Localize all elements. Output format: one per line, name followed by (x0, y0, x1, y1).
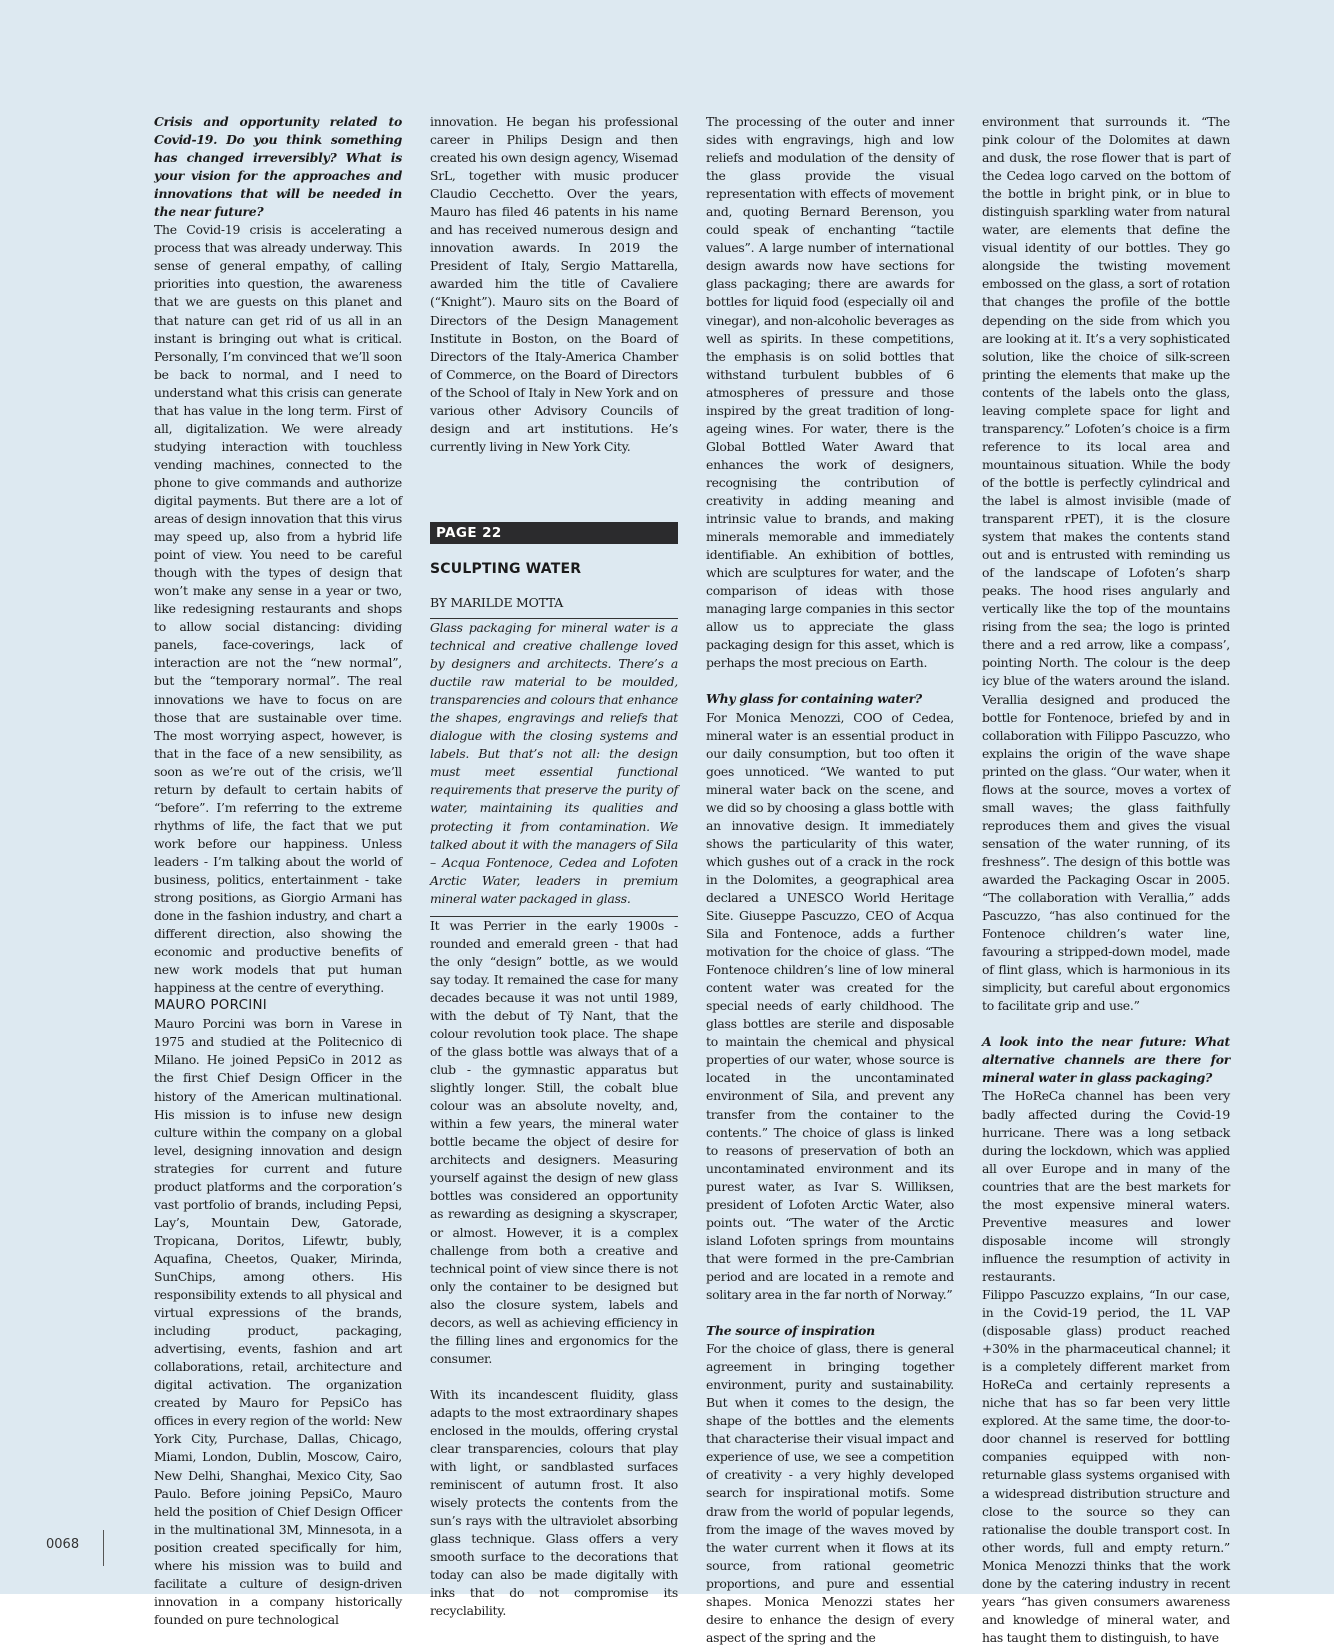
article-paragraph: Filippo Pascuzzo explains, “In our case, in the Covid-19 period, the 1L VAP (disposable glass) product reached +30% in the pharmaceutical channel; it is a completely different market from HoReCa and certainly represents a niche that has so far been very little explored. At the same time, the door-to-door channel is reserved for bottling companies equipped with non-returnable glass systems organised with a widespread distribution structure and close to the source so they can rationalise the double transport cost. In other words, full and empty return.” Monica Menozzi thinks that the work done by the catering industry in recent years “has given consumers awareness and knowledge of mineral water, and has taught them to distinguish, to have (982, 1287, 1230, 1645)
article-paragraph: environment that surrounds it. “The pink colour of the Dolomites at dawn and dusk, the rose flower that is part of the Cedea logo carved on the bottom of the bottle in bright pink, or in blue to distinguish sparkling water from natural water, are elements that define the visual identity of our bottles. They go alongside the twisting movement embossed on the glass, a sort of rotation that changes the profile of the bottle depending on the side from which you are looking at it. It’s a very sophisticated solution, like the choice of silk-screen printing the elements that make up the contents of the labels onto the glass, leaving complete space for light and transparency.” Lofoten’s choice is a firm reference to its local area and mountainous situation. While the body of the bottle is perfectly cylindrical and the label is almost invisible (made of transparent rPET), it is the closure system that makes the contents stand out and is entrusted with reminding us of the landscape of Lofoten’s sharp peaks. The hood rises angularly and vertically like the top of the mountains rising from the sea; the logo is printed there and a red arrow, like a compass’, pointing North. The colour is the deep icy blue of the waters around the island. Verallia designed and produced the bottle for Fontenoce, briefed by and in collaboration with Filippo Pascuzzo, who explains the origin of the wave shape printed on the glass. “Our water, when it flows at the source, moves a vortex of small waves; the glass faithfully reproduces them and gives the visual sensation of the water running, of its freshness”. The design of this bottle was awarded the Packaging Oscar in 2005. “The collaboration with Verallia,” adds Pascuzzo, “has also continued for the Fontenoce children’s water line, favouring a stripped-down model, made of flint glass, which is harmonious in its simplicity, but careful about ergonomics to facilitate grip and use.” (982, 114, 1230, 1014)
section-question: A look into the near future: What alternative channels are there for mineral water in glass packaging? (982, 1034, 1230, 1086)
column-3 (706, 113, 954, 1647)
article-paragraph: For the choice of glass, there is general agreement in bringing together environment, purity and sustainability. But when it comes to the design, the shape of the bottles and the elements that characterise their visual impact and experience of use, we see a competition of creativity - a very highly developed search for inspirational motifs. Some draw from the world of popular legends, from the image of the waves moved by the water current when it flows at its source, from rational geometric proportions, and pure and essential shapes. Monica Menozzi states her desire to enhance the design of every aspect of the spring and the (706, 1341, 954, 1645)
paragraph-gap (430, 1368, 678, 1386)
article-title: SCULPTING WATER (430, 560, 582, 577)
section-question: The source of inspiration (706, 1323, 875, 1339)
paragraph-gap (706, 672, 954, 690)
article-lead: Glass packaging for mineral water is a technical and creative challenge loved by designers and architects. There’s a ductile raw material to be moulded, transparencies and colours that enhance the shapes, engravings and reliefs that dialogue with the closing systems and labels. But that’s not all: the design must meet essential functional requirements that preserve the purity of water, maintaining its qualities and protecting it from contamination. We talked about it with the managers of Sila – Acqua Fontenoce, Cedea and Lofoten Arctic Water, leaders in premium mineral water packaged in glass. (430, 619, 678, 917)
paragraph-gap (706, 1304, 954, 1322)
column-4 (982, 113, 1230, 1647)
paragraph-gap (982, 1015, 1230, 1033)
article-paragraph: For Monica Menozzi, COO of Cedea, mineral water is an essential product in our daily consumption, but too often it goes unnoticed. “We wanted to put mineral water back on the scene, and we did so by choosing a glass bottle with an innovative design. It immediately shows the particularity of this water, which gushes out of a crack in the rock in the Dolomites, a geographical area declared a UNESCO World Heritage Site. Giuseppe Pascuzzo, CEO of Acqua Sila and Fontenoce, adds a further motivation for the choice of glass. “The Fontenoce children’s line of low mineral content water was created for the special needs of early childhood. The glass bottles are sterile and disposable to maintain the chemical and physical properties of our water, whose source is located in the uncontaminated environment of Sila, and prevent any transfer from the container to the contents.” The choice of glass is linked to reasons of preservation of both an uncontaminated environment and its purest water, as Ivar S. Williksen, president of Lofoten Arctic Water, also points out. “The water of the Arctic island Lofoten springs from mountains that were formed in the pre-Cambrian period and are located in a remote and solitary area in the far north of Norway.” (706, 709, 954, 1302)
article-paragraph: The HoReCa channel has been very badly affected during the Covid-19 hurricane. There was a long setback during the lockdown, which was applied all over Europe and in many of the countries that are the best markets for the most expensive mineral waters. Preventive measures and lower disposable income will strongly influence the resumption of activity in restaurants. (982, 1088, 1230, 1284)
interview-answer: The Covid-19 crisis is accelerating a process that was already underway. This sense of general empathy, of calling priorities into question, the awareness that we are guests on this planet and that nature can get rid of us all in an instant is bringing out what is critical. Personally, I’m convinced that we’ll soon be back to normal, and I need to understand what this crisis can generate that has value in the long term. First of all, digitalization. We were already studying interaction with touchless vending machines, connected to the phone to give commands and authorize digital payments. But there are a lot of areas of design innovation that this virus may speed up, also from a hybrid life point of view. You need to be careful though with the types of design that won’t make any sense in a year or two, like redesigning restaurants and shops to allow social distancing: dividing panels, face-coverings, lack of interaction are not the “new normal”, but the “temporary normal”. The real innovations we have to focus on are those that are sustainable over time. The most worrying aspect, however, is that in the face of a new sensibility, as soon as we’re out of the crisis, we’ll return by default to certain habits of “before”. I’m referring to the extreme rhythms of life, the fact that we put work before our happiness. Unless leaders - I’m talking about the world of business, politics, entertainment - take strong positions, as Giorgio Armani has done in the fashion industry, and chart a different direction, also showing the economic and productive benefits of new work models that put human happiness at the centre of everything. (154, 222, 402, 996)
bio-heading: MAURO PORCINI (154, 998, 268, 1014)
column-1 (154, 113, 402, 1629)
bio-paragraph-continued: innovation. He began his professional career in Philips Design and then created his own design agency, Wisemad SrL, together with music producer Claudio Cecchetto. Over the years, Mauro has filed 46 patents in his name and has received numerous design and innovation awards. In 2019 the President of Italy, Sergio Mattarella, awarded him the title of Cavaliere (“Knight”). Mauro sits on the Board of Directors of the Design Management Institute in Boston, on the Board of Directors of the Italy-America Chamber of Commerce, on the Board of Directors of the School of Italy in New York and on various other Advisory Councils of design and art institutions. He’s currently living in New York City. (430, 114, 678, 454)
bio-paragraph: Mauro Porcini was born in Varese in 1975 and studied at the Politecnico di Milano. He joined PepsiCo in 2012 as the first Chief Design Officer in the history of the American multinational. His mission is to infuse new design culture within the company on a global level, designing innovation and design strategies for current and future product platforms and the corporation’s vast portfolio of brands, including Pepsi, Lay’s, Mountain Dew, Gatorade, Tropicana, Doritos, Lifewtr, bubly, Aquafina, Cheetos, Quaker, Mirinda, SunChips, among others. His responsibility extends to all physical and virtual expressions of the brands, including product, packaging, advertising, events, fashion and art collaborations, retail, architecture and digital activation. The organization created by Mauro for PepsiCo has offices in every region of the world: New York City, Purchase, Dallas, Chicago, Miami, London, Dublin, Moscow, Cairo, New Delhi, Shanghai, Mexico City, Sao Paulo. Before joining PepsiCo, Mauro held the position of Chief Design Officer in the multinational 3M, Minnesota, in a position created specifically for him, where his mission was to build and facilitate a culture of design-driven innovation in a company historically founded on pure technological (154, 1016, 402, 1627)
page-number: 0068 (46, 1537, 80, 1552)
section-question: Why glass for containing water? (706, 691, 922, 707)
article-byline: BY MARILDE MOTTA (430, 594, 678, 619)
article-paragraph: With its incandescent fluidity, glass adapts to the most extraordinary shapes enclosed in the moulds, offering crystal clear transparencies, colours that play with light, or sandblasted surfaces reminiscent of autumn frost. It also wisely protects the contents from the sun’s rays with the ultraviolet absorbing glass technique. Glass offers a very smooth surface to the decorations that today can also be made digitally with inks that do not compromise its recyclability. (430, 1386, 678, 1619)
article-paragraph: The processing of the outer and inner sides with engravings, high and low reliefs and modulation of the density of the glass provide the visual representation with effects of movement and, quoting Bernard Berenson, you could speak of enchanting “tactile values”. A large number of international design awards now have sections for glass packaging; there are awards for bottles for liquid food (especially oil and vinegar), and non-alcoholic beverages as well as spirits. In these competitions, the emphasis is on solid bottles that withstand turbulent bubbles of 6 atmospheres of pressure and those inspired by the great tradition of long-ageing wines. For water, there is the Global Bottled Water Award that enhances the work of designers, recognising the contribution of creativity in adding meaning and intrinsic value to brands, and making minerals memorable and immediately identifiable. An exhibition of bottles, which are sculptures for water, and the comparison of ideas with those managing large companies in this sector allow us to appreciate the glass packaging design for this asset, which is perhaps the most precious on Earth. (706, 114, 954, 671)
interview-question: Crisis and opportunity related to Covid-19. Do you think something has changed irreversibly? What is your vision for the approaches and innovations that will be needed in the near future? (154, 114, 402, 220)
article-paragraph: It was Perrier in the early 1900s - rounded and emerald green - that had the only “design” bottle, as we would say today. It remained the case for many decades because it was not until 1989, with the debut of Tÿ Nant, that the colour revolution took place. The shape of the glass bottle was always that of a club - the gymnastic apparatus but slightly longer. Still, the cobalt blue colour was an absolute novelty, and, within a few years, the mineral water bottle became the object of desire for architects and designers. Measuring yourself against the design of new glass bottles was considered an opportunity as rewarding as designing a skyscraper, or almost. However, it is a complex challenge from both a creative and technical point of view since there is not only the container to be designed but also the closure system, labels and decors, as well as achieving efficiency in the filling lines and ergonomics for the consumer. (430, 917, 678, 1366)
column-2 (430, 113, 678, 1621)
page-label-bar: PAGE 22 (430, 522, 678, 544)
page-number-divider (103, 1530, 104, 1566)
